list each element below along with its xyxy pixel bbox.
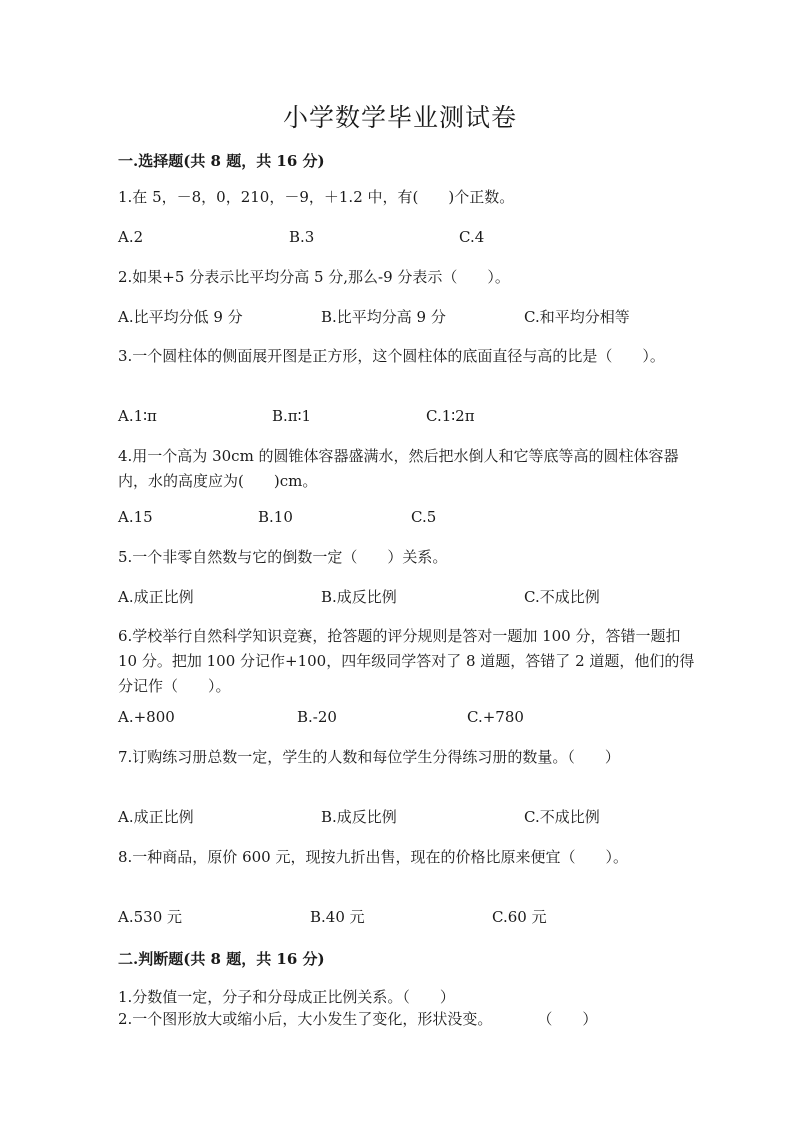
section-heading-judgment: 二.判断题(共 8 题，共 16 分) [118,950,325,968]
q7-option-c: C.不成比例 [524,808,600,826]
q4-option-b: B.10 [258,508,293,526]
q7-option-b: B.成反比例 [321,808,397,826]
q8-option-b: B.40 元 [310,908,365,926]
q8-option-a: A.530 元 [118,908,182,926]
question-1: 1.在 5，－8，0，210，－9，＋1.2 中，有( )个正数。 [118,188,515,206]
q6-option-a: A.+800 [118,708,175,726]
q1-option-a: A.2 [118,228,144,246]
page-title: 小学数学毕业测试卷 [282,103,517,132]
judgment-question-2: 2.一个图形放大或缩小后，大小发生了变化，形状没变。 （ ） [118,1010,598,1028]
question-2: 2.如果+5 分表示比平均分高 5 分,那么-9 分表示（ ）。 [118,268,510,286]
q2-option-a: A.比平均分低 9 分 [118,308,243,326]
q6-option-c: C.+780 [467,708,524,726]
q3-option-b: B.π∶1 [272,407,312,425]
q7-option-a: A.成正比例 [118,808,194,826]
question-4: 4.用一个高为 30cm 的圆锥体容器盛满水，然后把水倒人和它等底等高的圆柱体容器内，水的高度应为( )cm。 [118,447,679,490]
question-8: 8.一种商品，原价 600 元，现按九折出售，现在的价格比原来便宜（ ）。 [118,848,628,866]
q5-option-b: B.成反比例 [321,588,397,606]
q6-option-b: B.-20 [297,708,337,726]
q5-option-a: A.成正比例 [118,588,194,606]
q4-option-c: C.5 [411,508,437,526]
question-6: 6.学校举行自然科学知识竞赛，抢答题的评分规则是答对一题加 100 分，答错一题扣 10 分。把加 100 分记作+100，四年级同学答对了 8 道题，答错了 2 道题，他们的得分记作（ ）。 [118,627,695,695]
section-heading-choice: 一.选择题(共 8 题，共 16 分) [118,152,325,170]
q5-option-c: C.不成比例 [524,588,600,606]
question-7: 7.订购练习册总数一定，学生的人数和每位学生分得练习册的数量。（ ） [118,748,620,766]
judgment-question-1: 1.分数值一定，分子和分母成正比例关系。（ ） [118,988,455,1006]
question-5: 5.一个非零自然数与它的倒数一定（ ）关系。 [118,548,448,566]
q3-option-a: A.1∶π [118,407,157,425]
q8-option-c: C.60 元 [492,908,547,926]
q3-option-c: C.1∶2π [426,407,475,425]
q1-option-c: C.4 [459,228,485,246]
question-3: 3.一个圆柱体的侧面展开图是正方形，这个圆柱体的底面直径与高的比是（ ）。 [118,347,665,365]
q2-option-c: C.和平均分相等 [524,308,630,326]
q4-option-a: A.15 [118,508,153,526]
q1-option-b: B.3 [289,228,315,246]
q2-option-b: B.比平均分高 9 分 [321,308,446,326]
